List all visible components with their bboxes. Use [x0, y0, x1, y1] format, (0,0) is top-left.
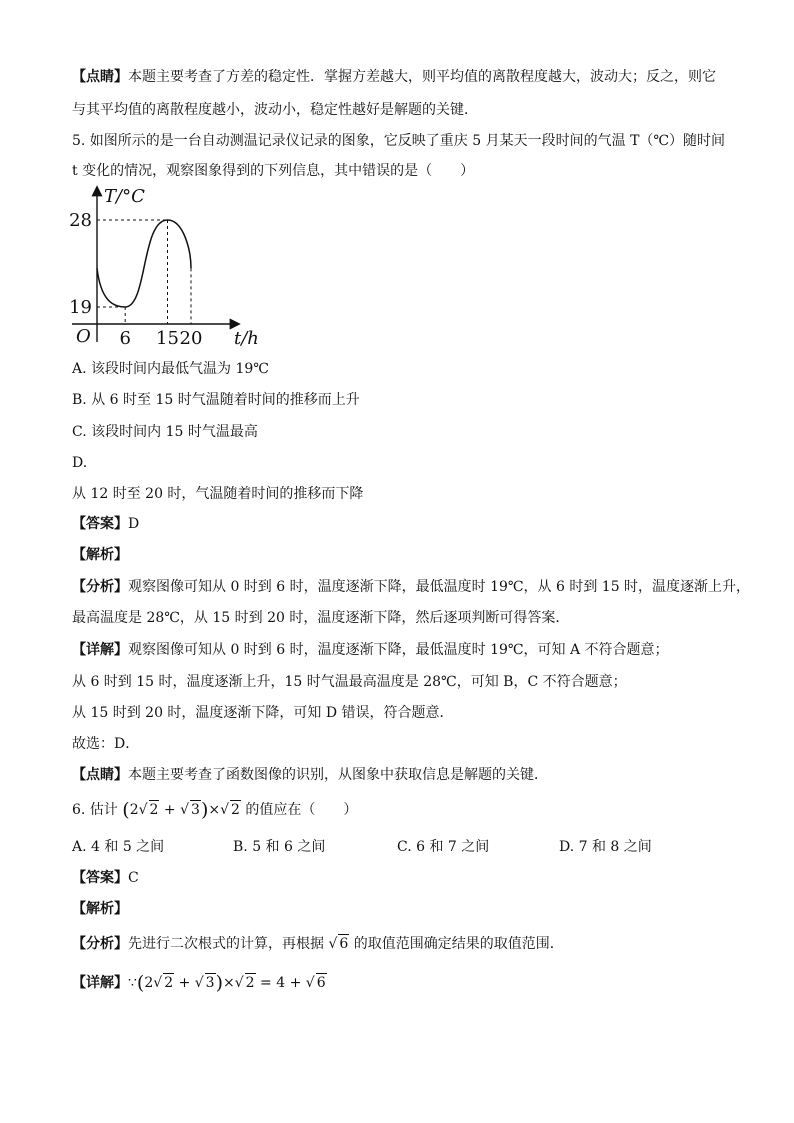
q6-answer-tag: 【答案】 — [72, 870, 128, 886]
q6-option-b: B. 5 和 6 之间 — [233, 839, 326, 855]
q6-fenxi-post: 的取值范围确定结果的取值范围． — [353, 936, 564, 952]
q6-fenxi-pre: 先进行二次根式的计算，再根据 — [128, 936, 324, 952]
q6-fenxi: 【分析】先进行二次根式的计算，再根据 √ 6 的取值范围确定结果的取值范围． — [72, 936, 564, 952]
q6-answer-value: C — [128, 870, 139, 886]
q5-option-d-text: 从 12 时至 20 时，气温随着时间的推移而下降 — [72, 486, 364, 502]
q6-rad-b: 3 — [191, 802, 200, 818]
q6-eq-rad: 6 — [316, 975, 326, 991]
q5-option-d: D. — [72, 455, 88, 471]
dianjing-line-2: 与其平均值的离散程度越小，波动小，稳定性越好是解题的关键． — [72, 102, 478, 118]
q5-dianjing-tag: 【点睛】 — [72, 767, 128, 783]
q6-plus: + — [163, 802, 176, 818]
q6-option-c: C. 6 和 7 之间 — [397, 839, 490, 855]
x-tick-label: 15 — [156, 328, 179, 349]
dianjing-line-1 — [72, 68, 716, 86]
q6-times: × — [208, 802, 221, 818]
q6-paren-close: ) — [200, 799, 209, 821]
q6-xiangjie: 【详解】∵(2√ 2 + √ 3)×√ 2 = 4 + √ 6 — [72, 972, 326, 994]
q5-dianjing-text: 本题主要考查了函数图像的识别，从图象中获取信息是解题的关键． — [128, 767, 548, 783]
q5-option-a: A. 该段时间内最低气温为 19℃ — [72, 361, 269, 377]
q6-because: ∵ — [128, 975, 137, 991]
temperature-graph — [66, 182, 296, 352]
q6-eq: = 4 + — [260, 975, 302, 991]
q6-rad-c: 2 — [231, 802, 240, 818]
q5-fenxi-line-2: 最高温度是 28℃，从 15 时到 20 时，温度逐渐下降，然后逐项判断可得答案． — [72, 610, 570, 626]
q6-x-plus: + — [178, 975, 191, 991]
q5-fenxi-tag: 【分析】 — [72, 579, 128, 595]
x-axis-label: t/h — [234, 328, 259, 349]
origin-label: O — [76, 326, 91, 347]
q5-xiangjie-line-3: 从 15 时到 20 时，温度逐渐下降，可知 D 错误，符合题意． — [72, 705, 454, 721]
q6-stem: 6. 估计 (2√ 2 + √ 3)×√ 2 的值应在（ ） — [72, 799, 358, 821]
q6-x-coef: 2 — [144, 975, 154, 991]
q6-x-times: × — [223, 975, 235, 991]
q5-stem-line-2: t 变化的情况，观察图象得到的下列信息，其中错误的是（ ） — [72, 163, 475, 179]
q5-stem-line-1: 5. 如图所示的是一台自动测温记录仪记录的图象，它反映了重庆 5 月某天一段时间的气温 T（℃）随时间 — [72, 133, 726, 149]
x-tick-label: 20 — [179, 328, 203, 349]
q6-analysis-tag: 【解析】 — [72, 901, 128, 917]
q6-xiangjie-tag: 【详解】 — [72, 975, 128, 991]
q5-xiangjie-text-1: 观察图像可知从 0 时到 6 时，温度逐渐下降，最低温度时 19℃，可知 A 不符合题意； — [128, 642, 669, 658]
q5-fenxi-line-1 — [72, 578, 750, 596]
q6-answer — [72, 869, 139, 887]
q6-x-rad-b: 3 — [205, 975, 215, 991]
q6-paren-open: ( — [122, 799, 130, 821]
q6-fenxi-tag: 【分析】 — [72, 936, 128, 952]
q5-analysis-tag: 【解析】 — [72, 547, 128, 563]
y-tick-label: 28 — [69, 210, 92, 231]
q5-xiangjie-line-1 — [72, 641, 669, 659]
q5-option-b: B. 从 6 时至 15 时气温随着时间的推移而上升 — [72, 392, 360, 408]
q6-option-d: D. 7 和 8 之间 — [559, 839, 652, 855]
dianjing-text-1: 本题主要考查了方差的稳定性．掌握方差越大，则平均值的离散程度越大，波动大；反之，则它 — [128, 69, 716, 85]
x-tick-label: 6 — [119, 328, 131, 349]
dianjing-tag: 【点睛】 — [72, 69, 128, 85]
q6-x-rad-a: 2 — [164, 975, 174, 991]
y-axis-label: T/°C — [104, 186, 145, 207]
q5-answer-tag: 【答案】 — [72, 516, 128, 532]
q6-x-paren-open: ( — [136, 972, 145, 994]
q5-fenxi-text-1: 观察图像可知从 0 时到 6 时，温度逐渐下降，最低温度时 19℃，从 6 时到 15 时，温度逐渐上升， — [128, 579, 751, 595]
q5-answer — [72, 515, 139, 533]
q5-xiangjie-tag: 【详解】 — [72, 642, 128, 658]
q6-coef: 2 — [129, 802, 139, 818]
q6-x-paren-close: ) — [215, 972, 224, 994]
q6-x-rad-c: 2 — [245, 975, 255, 991]
q5-answer-value: D — [128, 516, 140, 532]
temperature-curve — [97, 220, 191, 307]
q6-fenxi-rad: 6 — [339, 936, 349, 952]
q5-conclusion: 故选：D． — [72, 736, 140, 752]
q5-xiangjie-line-2: 从 6 时到 15 时，温度逐渐上升，15 时气温最高温度是 28℃，可知 B，C 不符合题意； — [72, 674, 627, 690]
q6-rad-a: 2 — [149, 802, 159, 818]
q6-option-a: A. 4 和 5 之间 — [72, 839, 165, 855]
y-tick-label: 19 — [69, 297, 92, 318]
q6-suffix: 的值应在（ ） — [245, 802, 358, 818]
q6-prefix: 6. 估计 — [72, 802, 118, 818]
q5-dianjing — [72, 766, 548, 784]
q5-option-c: C. 该段时间内 15 时气温最高 — [72, 424, 258, 440]
